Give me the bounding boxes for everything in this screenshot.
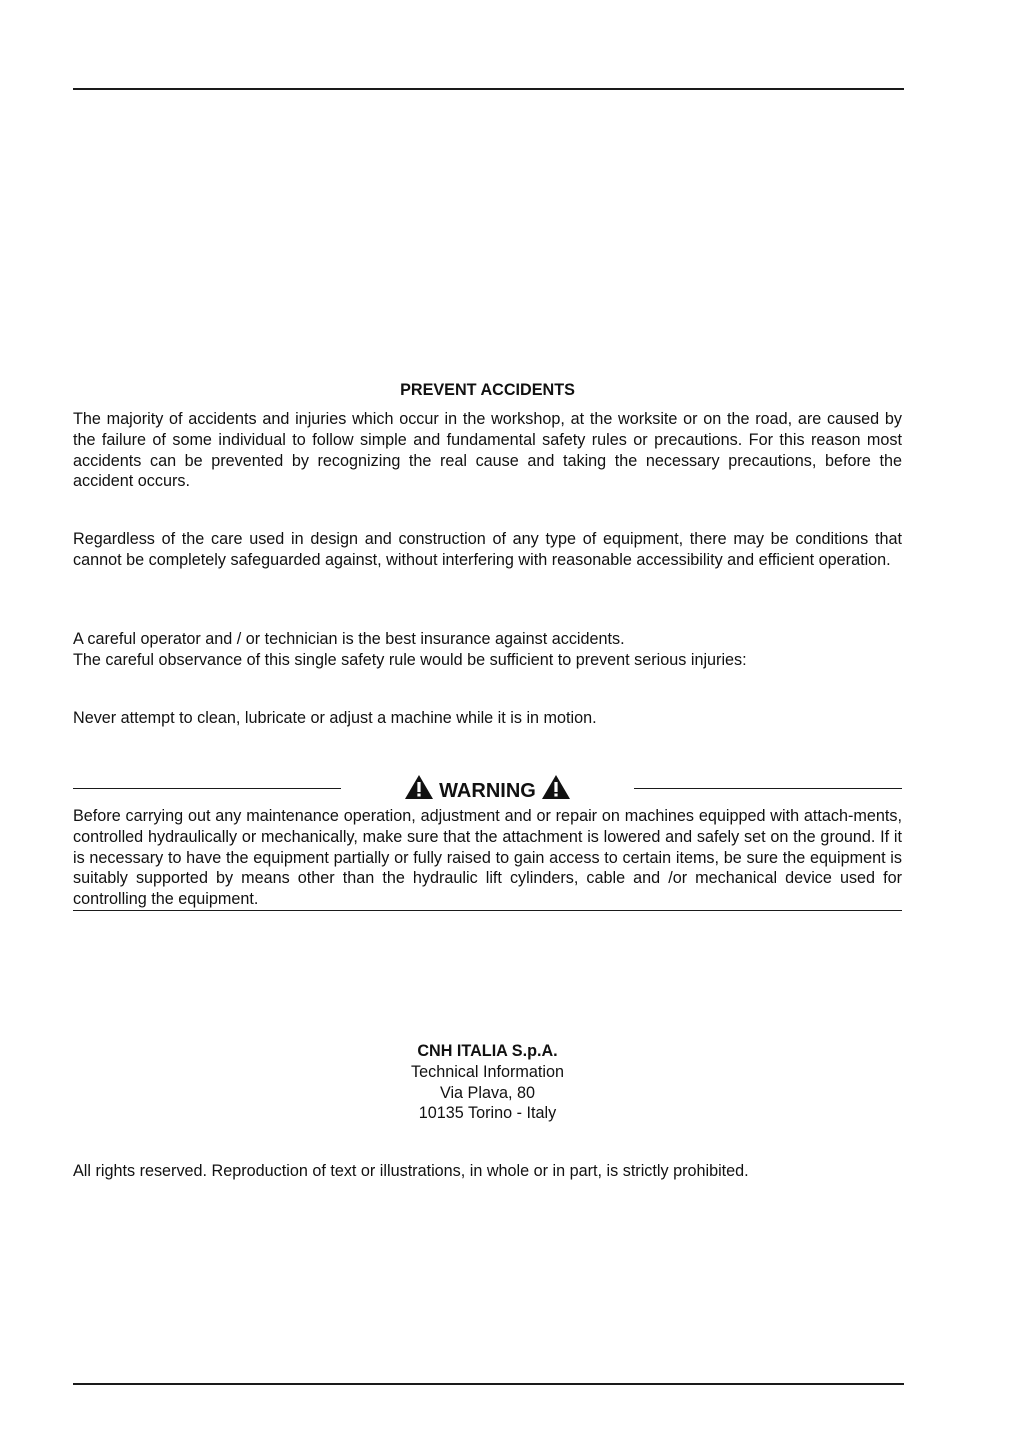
warning-header (73, 774, 902, 802)
warning-label: WARNING (439, 780, 536, 802)
company-city: 10135 Torino - Italy (418, 1104, 557, 1123)
warning-triangle-icon (404, 774, 434, 800)
warning-text: Before carrying out any maintenance operation, adjustment and or repair on machines equipped with attach-ments, controlled hydraulically or mechanically, make sure that the attachment is lowered and safely set on the ground. If it is necessary to have the equipment partially or fully raised to gain access to certain items, be sure the equipment is suitably supported by means other than the hydraulic lift cylinders, cable and /or mechanical device used for controlling the equipment. (73, 807, 902, 909)
warning-triangle-icon (541, 774, 571, 800)
rights-notice: All rights reserved. Reproduction of text or illustrations, in whole or in part, is strictly prohibited. (73, 1162, 749, 1180)
never-paragraph: Never attempt to clean, lubricate or adjust a machine while it is in motion. (73, 709, 597, 727)
warning-title (73, 774, 902, 805)
operator-paragraph-line1: A careful operator and / or technician is the best insurance against accidents. (73, 630, 625, 648)
bottom-rule (73, 1383, 904, 1385)
company-address (73, 1041, 902, 1124)
company-name: CNH ITALIA S.p.A. (417, 1042, 558, 1060)
top-rule (73, 88, 904, 90)
warning-bottom-rule (73, 910, 902, 911)
operator-paragraph-line2: The careful observance of this single safety rule would be sufficient to prevent serious injuries: (73, 651, 747, 669)
intro-paragraph: The majority of accidents and injuries which occur in the workshop, at the worksite or on the road, are caused by the failure of some individual to follow simple and fundamental safety rules or precautions. For this reason most accidents can be prevented by recognizing the real cause and taking the necessary precautions, before the accident occurs. (73, 410, 902, 491)
company-department: Technical Information (411, 1062, 564, 1081)
company-street: Via Plava, 80 (439, 1083, 536, 1102)
page-title: PREVENT ACCIDENTS (400, 381, 575, 399)
design-paragraph: Regardless of the care used in design and construction of any type of equipment, there may be conditions that cannot be completely safeguarded against, without interfering with reasonable accessibility and efficient operation. (73, 530, 902, 569)
